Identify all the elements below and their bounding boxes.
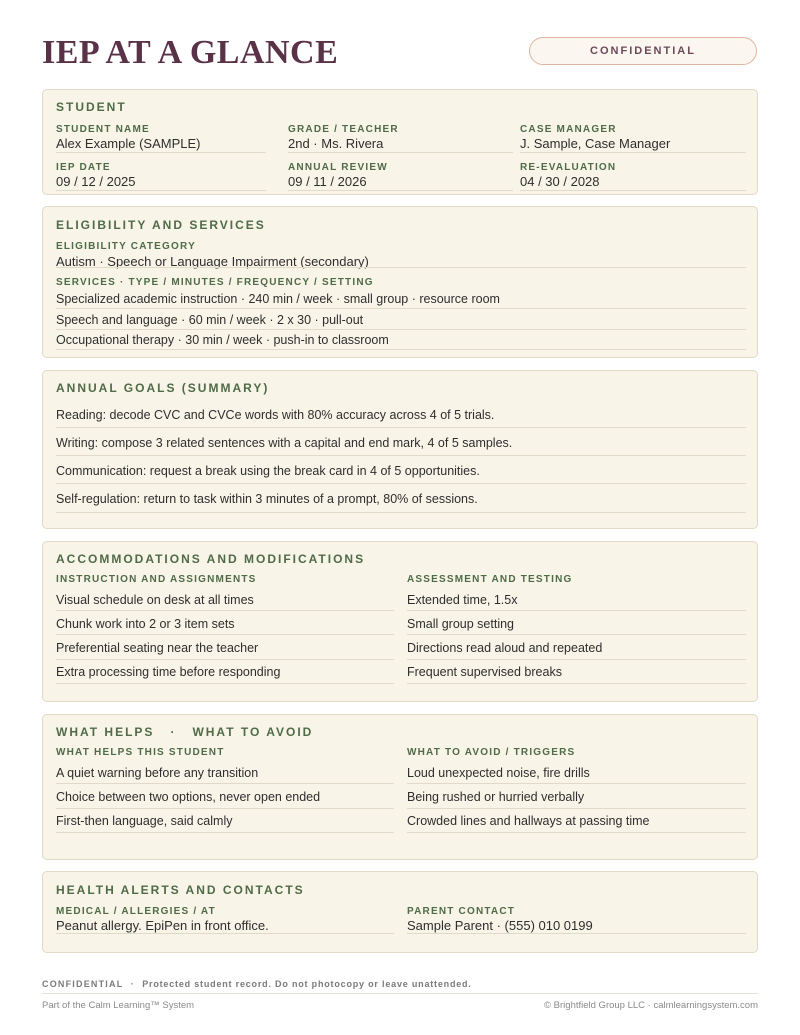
what-helps-section-title: WHAT HELPS · WHAT TO AVOID bbox=[56, 725, 314, 739]
parent-contact-rule bbox=[407, 933, 746, 934]
service-row: Speech and language · 60 min / week · 2 x 30 · pull-out bbox=[56, 313, 746, 330]
service-row: Specialized academic instruction · 240 min / week · small group · resource room bbox=[56, 292, 746, 309]
goal-row: Self-regulation: return to task within 3 minutes of a prompt, 80% of sessions. bbox=[56, 492, 746, 513]
student-name-label: STUDENT NAME bbox=[56, 124, 150, 135]
annual-goals-card bbox=[42, 370, 758, 529]
instruction-item: Extra processing time before responding bbox=[56, 665, 394, 684]
student-section-title: STUDENT bbox=[56, 100, 127, 114]
annual-review-rule bbox=[288, 190, 513, 191]
eligibility-category-label: ELIGIBILITY CATEGORY bbox=[56, 241, 196, 252]
accommodations-section-title: ACCOMMODATIONS AND MODIFICATIONS bbox=[56, 552, 366, 566]
what-helps-label: WHAT HELPS THIS STUDENT bbox=[56, 747, 225, 758]
confidential-badge: CONFIDENTIAL bbox=[529, 37, 757, 65]
re-evaluation-value: 04 / 30 / 2028 bbox=[520, 174, 600, 189]
eligibility-section-title: ELIGIBILITY AND SERVICES bbox=[56, 218, 266, 232]
assessment-item: Extended time, 1.5x bbox=[407, 593, 746, 611]
medical-allergies-value: Peanut allergy. EpiPen in front office. bbox=[56, 918, 269, 933]
iep-date-rule bbox=[56, 190, 266, 191]
instruction-item: Chunk work into 2 or 3 item sets bbox=[56, 617, 394, 635]
instruction-assignments-label: INSTRUCTION AND ASSIGNMENTS bbox=[56, 574, 257, 585]
eligibility-card bbox=[42, 206, 758, 358]
parent-contact-label: PARENT CONTACT bbox=[407, 906, 516, 917]
case-manager-value: J. Sample, Case Manager bbox=[520, 136, 671, 151]
goal-row: Communication: request a break using the break card in 4 of 5 opportunities. bbox=[56, 464, 746, 484]
grade-teacher-rule bbox=[288, 152, 513, 153]
eligibility-category-value: Autism · Speech or Language Impairment (secondary) bbox=[56, 254, 369, 269]
page-title: IEP AT A GLANCE bbox=[42, 34, 339, 71]
student-card bbox=[42, 89, 758, 195]
service-row: Occupational therapy · 30 min / week · push-in to classroom bbox=[56, 333, 746, 350]
helps-item: A quiet warning before any transition bbox=[56, 766, 394, 784]
instruction-item: Preferential seating near the teacher bbox=[56, 641, 394, 660]
assessment-testing-label: ASSESSMENT AND TESTING bbox=[407, 574, 573, 585]
assessment-item: Frequent supervised breaks bbox=[407, 665, 746, 684]
iep-date-label: IEP DATE bbox=[56, 162, 111, 173]
what-to-avoid-label: WHAT TO AVOID / TRIGGERS bbox=[407, 747, 576, 758]
annual-review-value: 09 / 11 / 2026 bbox=[288, 174, 367, 189]
re-evaluation-label: RE-EVALUATION bbox=[520, 162, 617, 173]
medical-allergies-label: MEDICAL / ALLERGIES / AT bbox=[56, 906, 216, 917]
parent-contact-value: Sample Parent · (555) 010 0199 bbox=[407, 918, 593, 933]
annual-goals-section-title: ANNUAL GOALS (SUMMARY) bbox=[56, 381, 270, 395]
what-helps-card bbox=[42, 714, 758, 860]
footer-confidential-label: CONFIDENTIAL · bbox=[42, 979, 143, 989]
helps-item: Choice between two options, never open ended bbox=[56, 790, 394, 809]
footer-notice-text: Protected student record. Do not photocopy or leave unattended. bbox=[142, 979, 472, 989]
footer-system-text: Part of the Calm Learning™ System bbox=[42, 1000, 195, 1011]
helps-item: First-then language, said calmly bbox=[56, 814, 394, 833]
student-name-value: Alex Example (SAMPLE) bbox=[56, 136, 201, 151]
medical-allergies-rule bbox=[56, 933, 394, 934]
case-manager-label: CASE MANAGER bbox=[520, 124, 617, 135]
case-manager-rule bbox=[520, 152, 746, 153]
footer-copyright-text: © Brightfield Group LLC · calmlearningsystem.com bbox=[544, 1000, 758, 1011]
iep-date-value: 09 / 12 / 2025 bbox=[56, 174, 136, 189]
services-label: SERVICES · TYPE / MINUTES / FREQUENCY / SETTING bbox=[56, 277, 374, 288]
instruction-item: Visual schedule on desk at all times bbox=[56, 593, 394, 611]
annual-review-label: ANNUAL REVIEW bbox=[288, 162, 388, 173]
student-name-rule bbox=[56, 152, 266, 153]
avoid-item: Crowded lines and hallways at passing time bbox=[407, 814, 746, 833]
health-alerts-section-title: HEALTH ALERTS AND CONTACTS bbox=[56, 883, 305, 897]
grade-teacher-value: 2nd · Ms. Rivera bbox=[288, 136, 384, 151]
avoid-item: Loud unexpected noise, fire drills bbox=[407, 766, 746, 784]
footer-confidential-notice bbox=[42, 979, 472, 989]
avoid-item: Being rushed or hurried verbally bbox=[407, 790, 746, 809]
assessment-item: Small group setting bbox=[407, 617, 746, 635]
health-alerts-card bbox=[42, 871, 758, 953]
goal-row: Writing: compose 3 related sentences with a capital and end mark, 4 of 5 samples. bbox=[56, 436, 746, 456]
footer-divider bbox=[42, 993, 758, 994]
accommodations-card bbox=[42, 541, 758, 702]
grade-teacher-label: GRADE / TEACHER bbox=[288, 124, 399, 135]
assessment-item: Directions read aloud and repeated bbox=[407, 641, 746, 660]
re-evaluation-rule bbox=[520, 190, 746, 191]
goal-row: Reading: decode CVC and CVCe words with 80% accuracy across 4 of 5 trials. bbox=[56, 408, 746, 428]
eligibility-category-rule bbox=[56, 267, 746, 268]
